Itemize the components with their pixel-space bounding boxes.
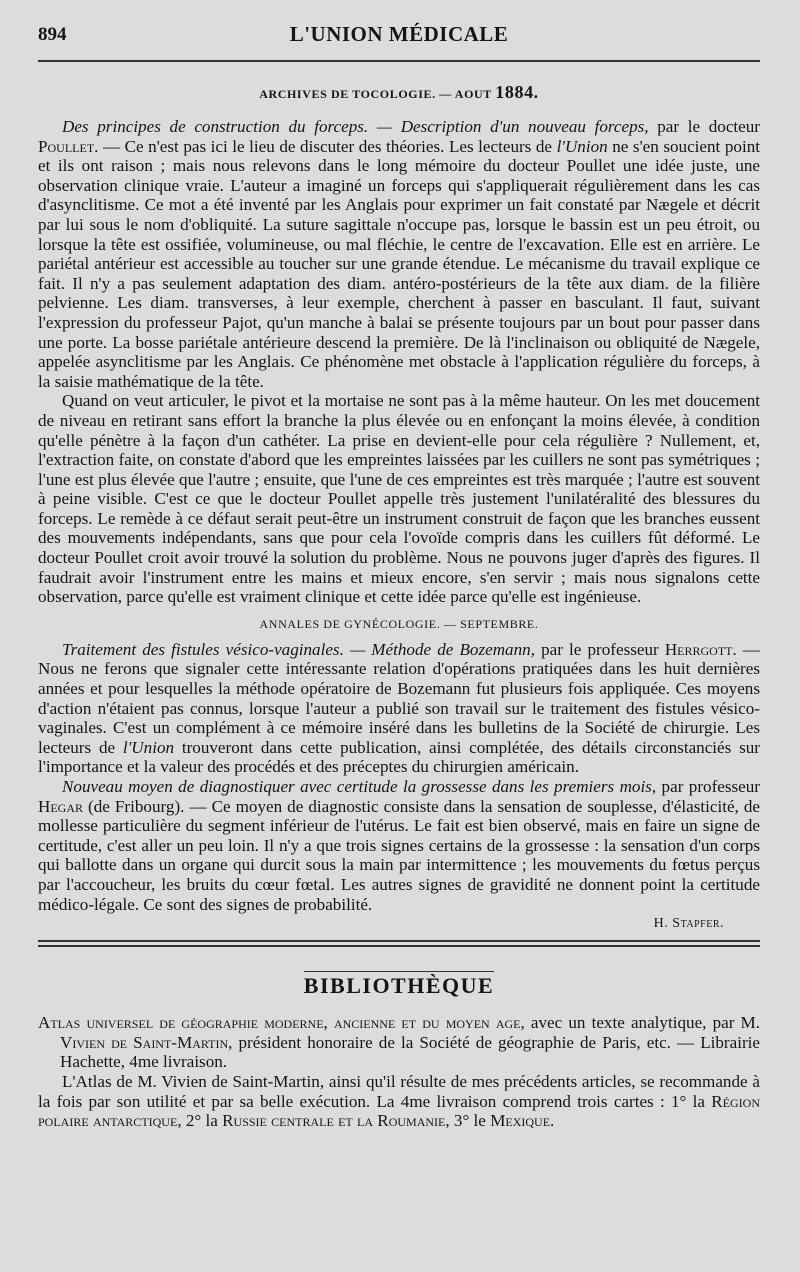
- article-herrgott-paragraph: Traitement des fistules vésico-vaginales. — Méthode de Bozemann, par le professeur Herrgott. — Nous ne ferons que signaler cette intéressante relation d'opérations pratiquées dans les huit dernières années et pour lesquelles la méthode opératoire de Bozemann fut plusieurs fois appliquée. Ces moyens d'action n'étaient pas connus, lorsque l'auteur a publié son travail sur le traitement des fistules vésico-vaginales. C'est un complément à ce mémoire inséré dans les bulletins de la Société de chirurgie. Les lecteurs de l'Union trouveront dans cette publication, ainsi complétée, des détails circonstanciés sur l'importance et la valeur des procédés et des préceptes du chirurgien américain.: [38, 639, 761, 777]
- article-hegar-paragraph: Nouveau moyen de diagnostiquer avec certitude la grossesse dans les premiers mois, par professeur Hegar (de Fribourg). — Ce moyen de diagnostic consiste dans la sensation de souplesse, d'élasticité, de mollesse particulière du segment inférieur de l'utérus. Le fait est bien observé, mais en faire un signe de certitude, c'est aller un peu loin. Il n'y a que trois signes certains de la grossesse : la sensation d'un corps qui ballotte dans un organe qui durcit sous la main par intermittence ; les mouvements du fœtus perçus par l'accoucheur, les bruits du cœur fœtal. Les autres signes de gravidité ne donnent point la certitude médico-légale. Ce sont des signes de probabilité.: [38, 777, 760, 914]
- header-rule: [38, 60, 760, 62]
- article-title: Nouveau moyen de diagnostiquer avec certitude la grossesse dans les premiers mois,: [62, 777, 657, 796]
- bibliography-entry: Atlas universel de géographie moderne, ancienne et du moyen age, avec un texte analytique, par M. Vivien de Saint-Martin, président honoraire de la Société de géographie de Paris, etc. — Librairie Hachette, 4me livraison.: [38, 1013, 761, 1072]
- section-heading-annales: ANNALES DE GYNÉCOLOGIE. — SEPTEMBRE.: [259, 616, 539, 631]
- author-name: Vivien de Saint-Martin: [60, 1032, 229, 1052]
- signature: H. Stapfer.: [653, 916, 724, 932]
- review-paragraph: L'Atlas de M. Vivien de Saint-Martin, ainsi qu'il résulte de mes précédents articles, se recommande à la fois par son utilité et par sa belle exécution. La 4me livraison comprend trois cartes : 1° la Région polaire antarctique, 2° la Russie centrale et la Roumanie, 3° le Mexique.: [38, 1071, 760, 1131]
- map-title: Mexique: [490, 1111, 551, 1131]
- section-heading-year: 1884.: [495, 82, 539, 102]
- author-name: Hegar: [38, 796, 84, 816]
- section-heading-archives: [38, 82, 760, 103]
- journal-title: L'UNION MÉDICALE: [289, 22, 509, 46]
- article-poullet-paragraph-2: Quand on veut articuler, le pivot et la mortaise ne sont pas à la même hauteur. On les met doucement de niveau en retirant sans effort la branche la plus élevée ou en enfonçant la moins élevée, à condition qu'elle pénètre à la façon d'un cathéter. La prise en devient-elle pour cela régulière ? Nullement, et, l'extraction faite, on constate d'abord que les empreintes laissées par les cuillers ne sont pas symétriques ; l'une est plus élevée que l'autre ; ensuite, que l'une de ces empreintes est très marquée ; l'autre est souvent à peine visible. C'est ce que le docteur Poullet appelle très justement l'unilatéralité des blessures du forceps. Le remède à ce défaut serait peut-être un instrument construit de façon que les branches eussent des mouvements indépendants, sans que pour cela l'ovoïde compris dans les cuillers fût déformé. Le docteur Poullet croit avoir trouvé la solution du problème. Nous ne pouvons juger d'après des figures. Il faudrait avoir l'instrument entre les mains et mieux encore, s'en servir ; mais nous signalons cette observation, parce qu'elle est vraiment clinique et cette idée parce qu'elle est ingénieuse.: [38, 391, 760, 607]
- author-name: Poullet: [38, 136, 95, 156]
- map-title: Russie centrale et la Roumanie: [222, 1111, 446, 1131]
- section-heading-text: ARCHIVES DE TOCOLOGIE. — AOUT: [259, 87, 492, 101]
- journal-ref: l'Union: [122, 737, 175, 757]
- book-title: Atlas universel de géographie moderne, ancienne et du moyen age,: [38, 1013, 525, 1033]
- article-poullet-paragraph-1: Des principes de construction du forceps. — Description d'un nouveau forceps, par le docteur Poullet. — Ce n'est pas ici le lieu de discuter des théories. Les lecteurs de l'Union ne s'en soucient point et ils ont raison ; mais nous relevons dans le long mémoire du docteur Poullet une idée juste, une observation clinique vraie. L'auteur a imaginé un forceps qui s'appliquerait régulièrement dans les cas d'asynclitisme. Ce mot a été inventé par les Anglais pour exprimer un fait constaté par Nægele et décrit par lui sous le nom d'obliquité. La suture sagittale n'occupe pas, lorsque le bassin est un peu étroit, ou lorsque la tête est ossifiée, volumineuse, ou mal fléchie, le centre de l'excavation. Elle est en arrière. Le pariétal antérieur est accessible au toucher sur une grande étendue. Le mécanisme du travail explique ce fait. Il n'y a pas seulement adaptation des diam. antéro-postérieurs de la tête aux diam. de la filière pelvienne. Les diam. transverses, à leur exemple, cherchent à passer en basculant. Il faut, suivant l'expression du professeur Pajot, qu'un manche à balai se présente toujours par un bout pour passer dans une porte. La bosse pariétale antérieure descend la première. De là l'inclinaison ou obliquité de Nægele, appelée asynclitisme par les Anglais. Ce phénomène met obstacle à l'application régulière du forceps, à la saisie mathématique de la tête.: [38, 117, 760, 391]
- journal-ref: l'Union: [556, 136, 608, 156]
- double-rule: [38, 940, 760, 947]
- article-title: Traitement des fistules vésico-vaginales. — Méthode de Bozemann,: [62, 639, 535, 659]
- bibliotheque-heading: BIBLIOTHÈQUE: [303, 973, 495, 999]
- article-title: Des principes de construction du forceps. — Description d'un nouveau forceps,: [62, 117, 649, 136]
- running-header: [38, 0, 760, 60]
- page-number: 894: [38, 24, 67, 45]
- map-title: Région polaire antarctique: [38, 1091, 760, 1131]
- author-name: Herrgott: [664, 639, 733, 659]
